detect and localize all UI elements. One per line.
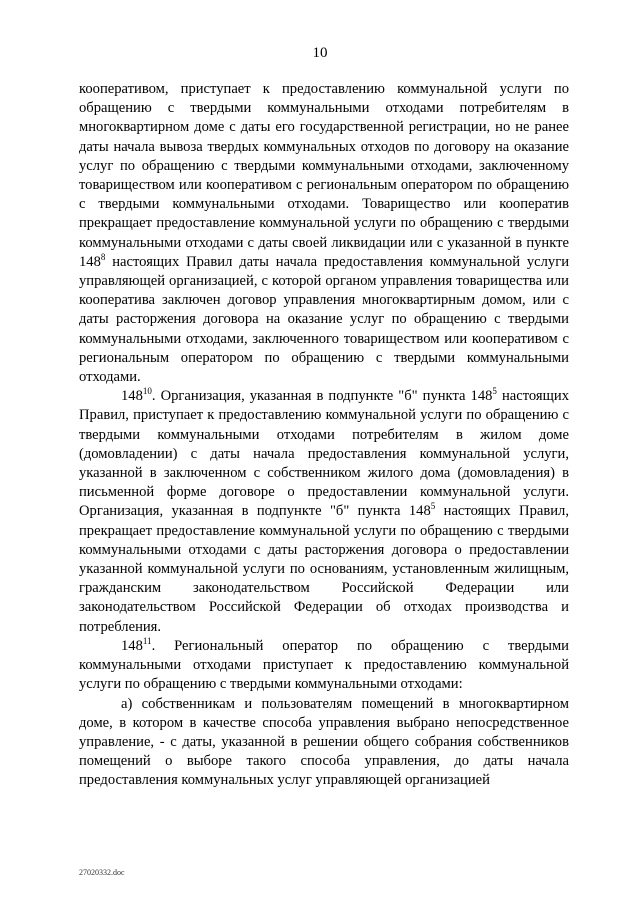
- document-body: [79, 80, 569, 791]
- paragraph-text: кооперативом, приступает к предоставлению коммунальной услуги по обращению с твердыми коммунальными отходами потребителям в многоквартирном доме с даты его государственной регистрации, но не ранее даты начала вывоза твердых коммунальных отходов по договору на оказание услуг по обращению с твердыми коммунальными отходами, заключенному товариществом или кооперативом с региональным оператором по обращению с твердыми коммунальными отходами. Товарищество или кооператив прекращает предоставление коммунальной услуги по обращению с твердыми коммунальными отходами с даты своей ликвидации или с указанной в пункте 148: [79, 81, 569, 270]
- document-code: 27020332.doc: [79, 868, 125, 877]
- paragraph-text: настоящих Правил даты начала предоставления коммунальной услуги управляющей организацией, с которой органом управления товарищества или кооператива заключен договор управления многоквартирным домом, или с даты расторжения договора на оказание услуг по обращению с твердыми коммунальными отходами, заключенного товариществом или кооперативом с региональным оператором по обращению с твердыми коммунальными отходами.: [79, 253, 569, 386]
- paragraph-text: настоящих Правил, прекращает предоставление коммунальной услуги по обращению с твердыми коммунальными отходами с даты расторжения договора о предоставлении указанной коммунальной услуги по основаниям, установленным жилищным, гражданским законодательством Российской Федерации или законодательством Российской Федерации об отходах производства и потребления.: [79, 503, 569, 635]
- superscript: 11: [142, 636, 152, 647]
- clause-number: 148: [121, 388, 143, 405]
- page-number: 10: [312, 45, 328, 61]
- paragraph-148-11: [79, 637, 569, 695]
- paragraph-text: настоящих Правил, приступает к предоставлению коммунальной услуги по обращению с твердыми коммунальными отходами потребителям в жилом доме (домовладении) с даты начала предоставления коммунальной услуги, указанной в заключенном с собственником жилого дома (домовладения) в письменной форме договоре о предоставлении коммунальной услуги. Организация, указанная в подпункте "б" пункта 148: [79, 388, 569, 520]
- paragraph-148-10: [79, 387, 569, 637]
- superscript: 10: [142, 386, 152, 397]
- paragraph-text: а) собственникам и пользователям помещений в многоквартирном доме, в котором в качестве способа управления выбрано непосредственное управление, - с даты, указанной в решении общего собрания собственников помещений о выборе такого способа управления, до даты начала предоставления коммунальных услуг управляющей организацией: [79, 695, 569, 789]
- paragraph-text: . Организация, указанная в подпункте "б" пункта 148: [151, 388, 493, 405]
- paragraph-continuation: [79, 80, 569, 387]
- superscript: 8: [100, 251, 106, 262]
- clause-number: 148: [121, 637, 143, 654]
- superscript: 5: [492, 386, 497, 397]
- subclause-a: [79, 695, 569, 791]
- superscript: 5: [430, 501, 436, 512]
- paragraph-text: . Региональный оператор по обращению с твердыми коммунальными отходами приступает к предоставлению коммунальной услуги по обращению с твердыми коммунальными отходами:: [79, 637, 569, 693]
